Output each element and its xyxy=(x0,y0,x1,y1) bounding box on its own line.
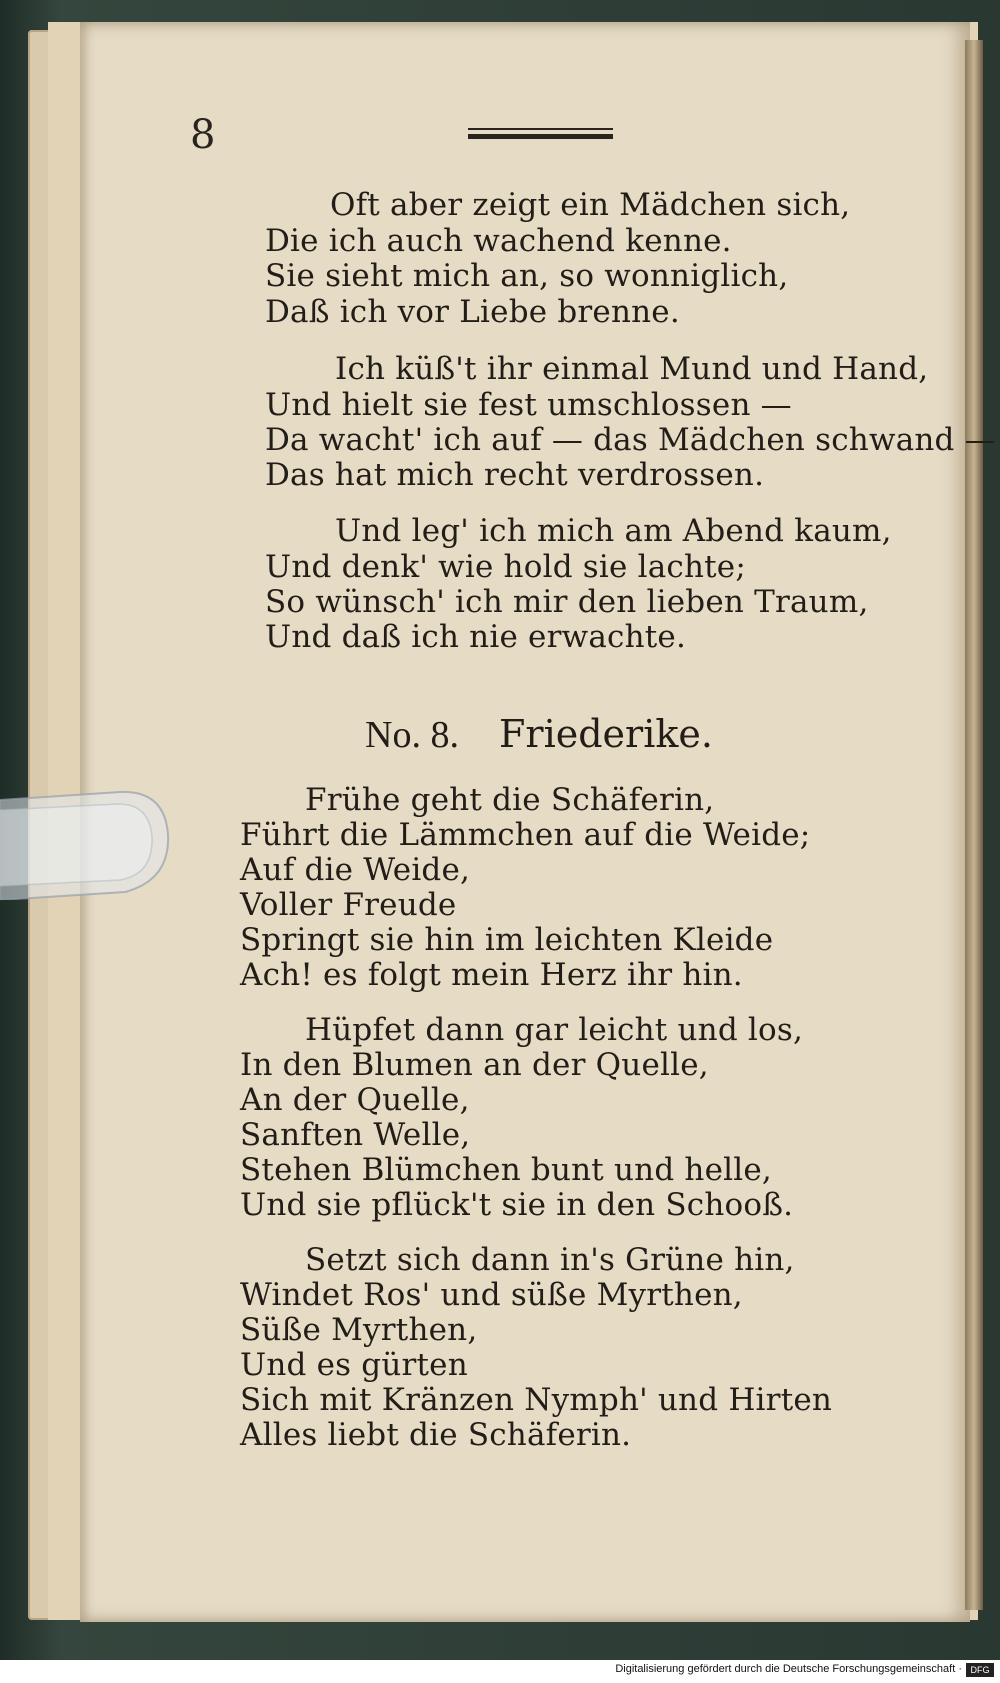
verse-line: An der Quelle, xyxy=(240,1082,470,1118)
verse-line: Und leg' ich mich am Abend kaum, xyxy=(335,513,892,549)
verse-line: Und hielt sie fest umschlossen — xyxy=(265,387,792,423)
verse-line: Führt die Lämmchen auf die Weide; xyxy=(240,817,811,853)
verse-line: Ich küß't ihr einmal Mund und Hand, xyxy=(335,351,929,387)
verse-line: Hüpfet dann gar leicht und los, xyxy=(305,1012,804,1048)
page-clip-icon xyxy=(0,790,175,900)
verse-line: Sie sieht mich an, so wonniglich, xyxy=(265,258,789,294)
verse-line: Und denk' wie hold sie lachte; xyxy=(265,549,746,585)
verse-line: Frühe geht die Schäferin, xyxy=(305,782,715,818)
verse-line: Sich mit Kränzen Nymph' und Hirten xyxy=(240,1382,833,1418)
verse-line: Süße Myrthen, xyxy=(240,1312,478,1348)
verse-line: Stehen Blümchen bunt und helle, xyxy=(240,1152,772,1188)
verse-line: Und es gürten xyxy=(240,1347,468,1383)
verse-line: Springt sie hin im leichten Kleide xyxy=(240,922,774,958)
page-fold-edge xyxy=(965,40,983,1610)
verse-line: Das hat mich recht verdrossen. xyxy=(265,457,765,493)
verse-line: Und daß ich nie erwachte. xyxy=(265,619,687,655)
verse-line: So wünsch' ich mir den lieben Traum, xyxy=(265,584,869,620)
verse-line: Alles liebt die Schäferin. xyxy=(240,1417,632,1453)
verse-line: Setzt sich dann in's Grüne hin, xyxy=(305,1242,795,1278)
verse-line: Auf die Weide, xyxy=(240,852,471,888)
verse-line: Sanften Welle, xyxy=(240,1117,471,1153)
footer-credit: Digitalisierung gefördert durch die Deutsche Forschungsgemeinschaft · xyxy=(615,1663,962,1675)
poem-number: No. 8. xyxy=(365,714,459,756)
poem-title: Friederike. xyxy=(499,712,713,756)
verse-line: Die ich auch wachend kenne. xyxy=(265,223,732,259)
dfg-logo: DFG xyxy=(966,1663,994,1677)
page-number: 8 xyxy=(190,112,216,158)
header-ornament-rule xyxy=(468,128,613,140)
verse-line: Windet Ros' und süße Myrthen, xyxy=(240,1277,743,1313)
verse-line: Daß ich vor Liebe brenne. xyxy=(265,294,680,330)
verse-line: Ach! es folgt mein Herz ihr hin. xyxy=(240,957,743,993)
verse-line: Oft aber zeigt ein Mädchen sich, xyxy=(330,187,851,223)
poem-heading xyxy=(365,712,713,757)
verse-line: In den Blumen an der Quelle, xyxy=(240,1047,709,1083)
verse-line: Voller Freude xyxy=(240,887,457,923)
verse-line: Und sie pflück't sie in den Schooß. xyxy=(240,1187,794,1223)
verse-line: Da wacht' ich auf — das Mädchen schwand — xyxy=(265,422,996,458)
